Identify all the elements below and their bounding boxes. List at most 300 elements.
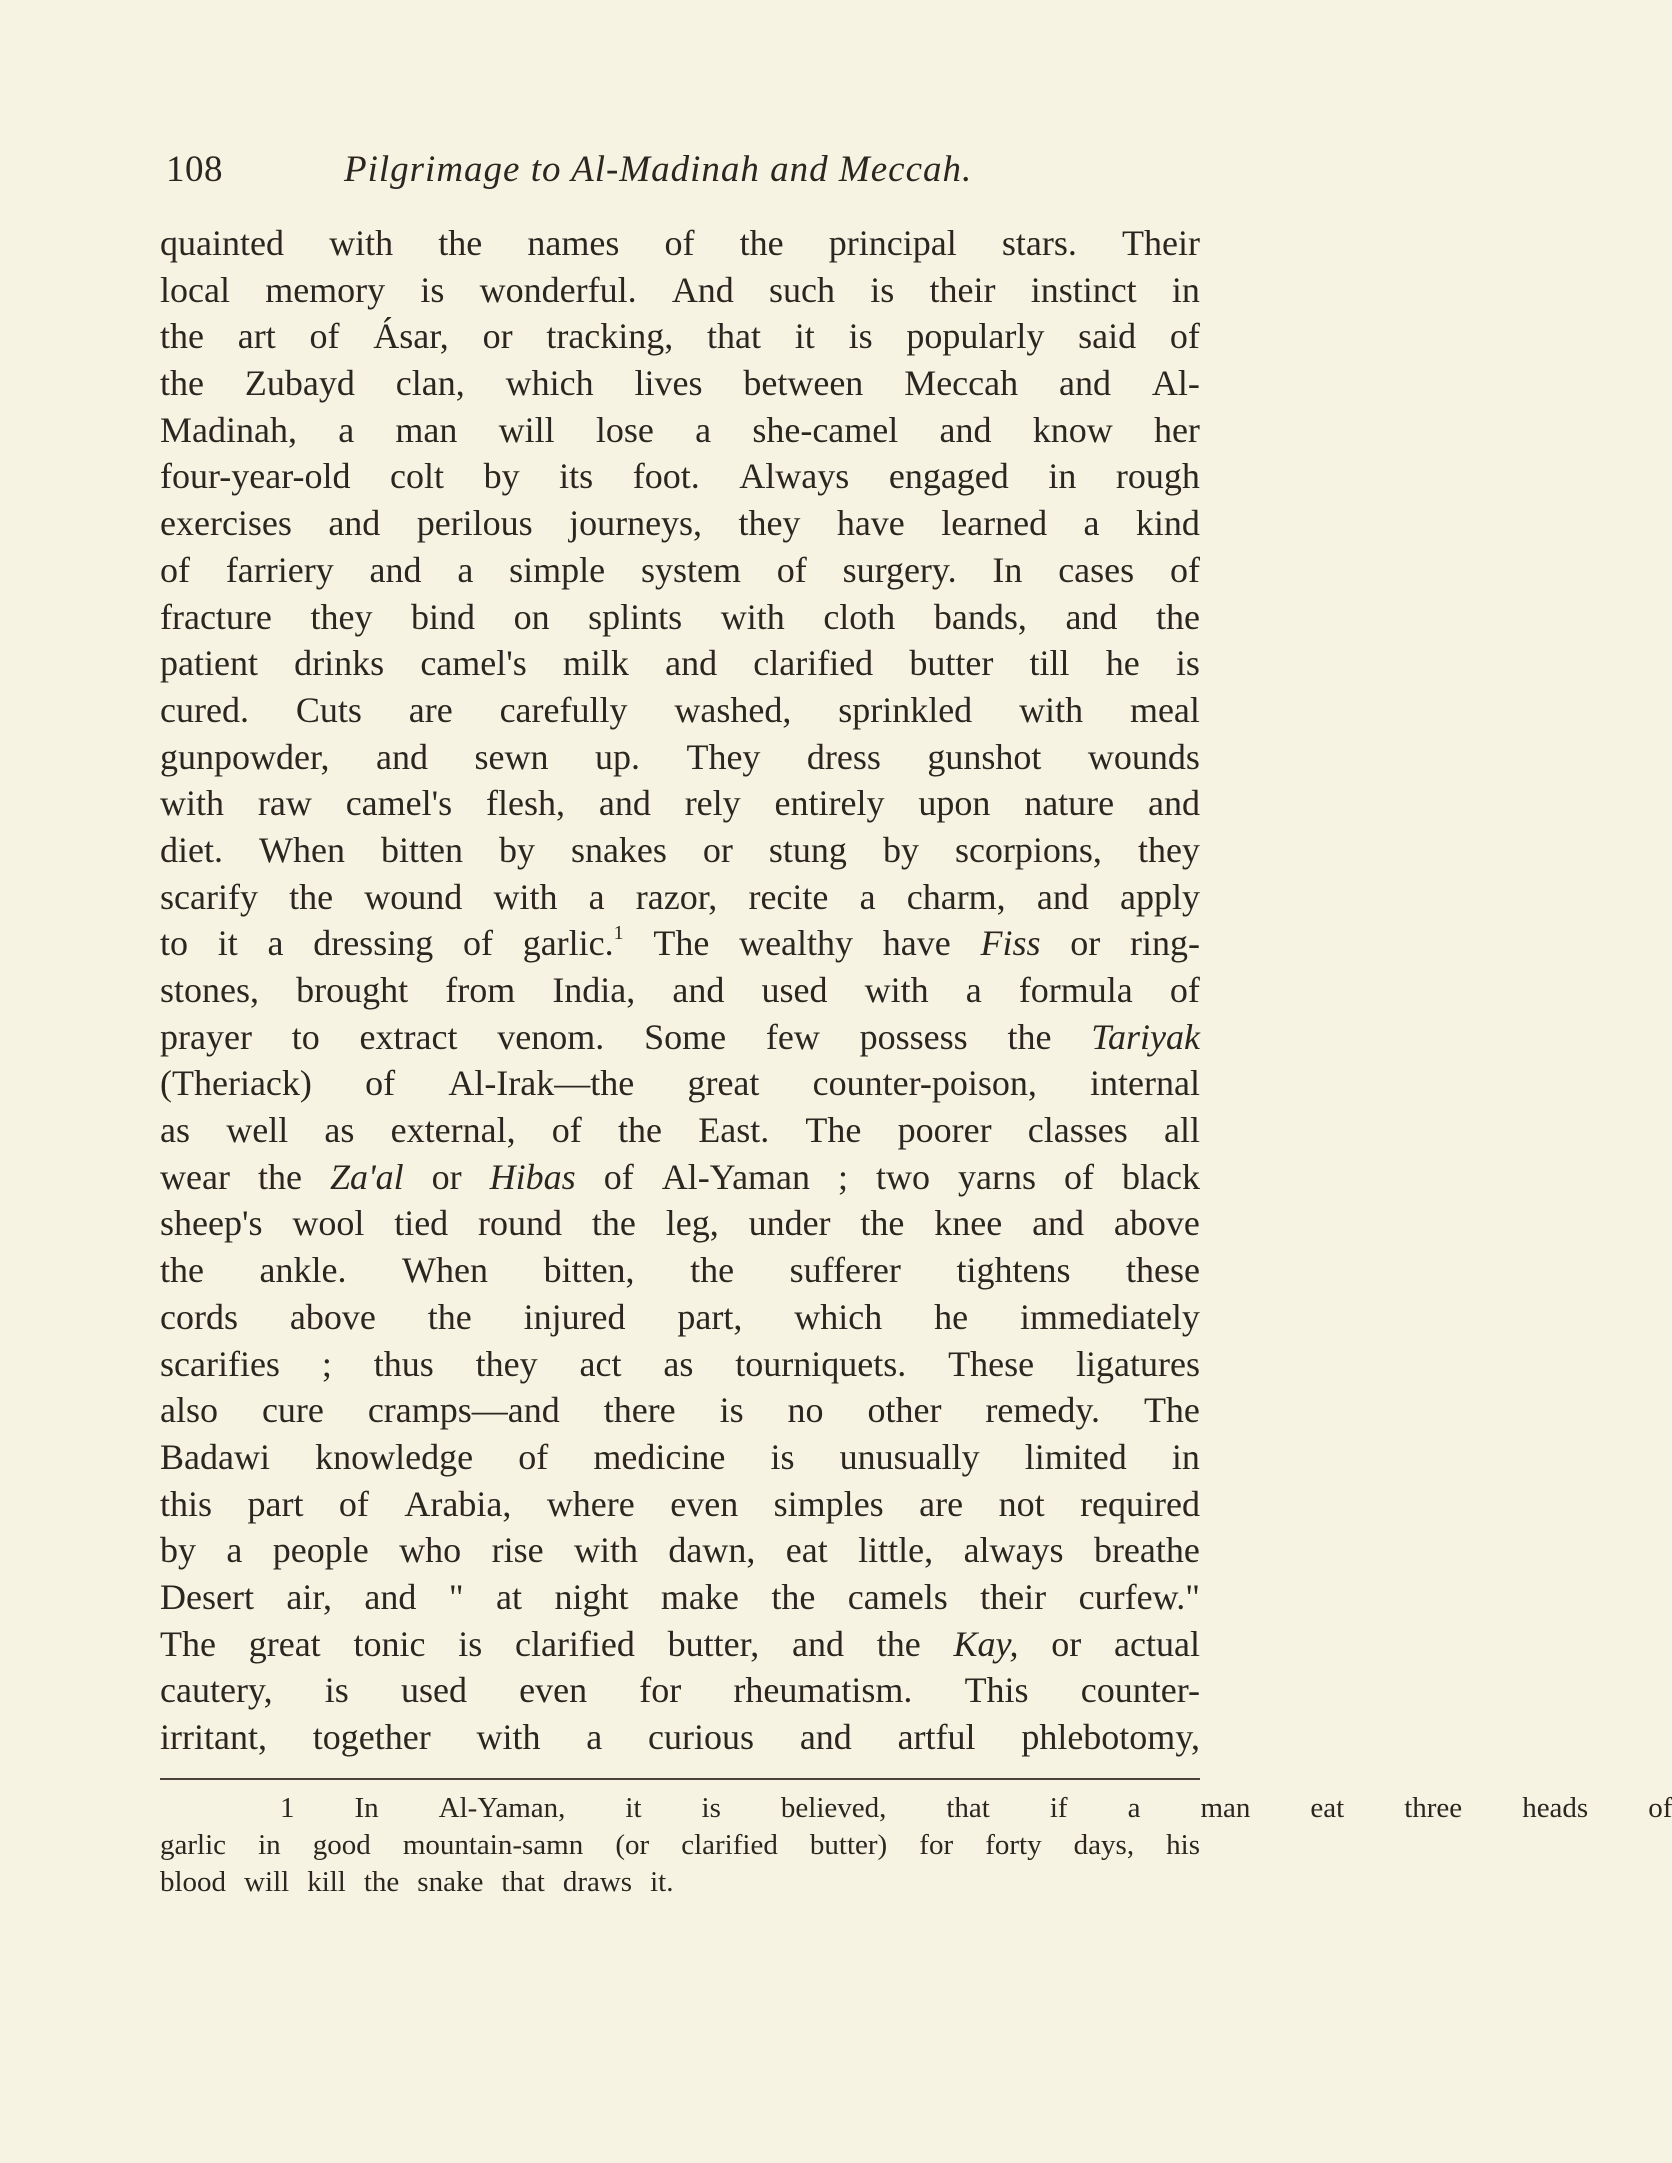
text-line <box>160 1527 1200 1574</box>
word-text: Badawi <box>160 1436 270 1477</box>
word-text: and <box>598 783 651 824</box>
text-line <box>160 547 1200 594</box>
body-text <box>160 220 1200 1761</box>
word-text: of <box>518 1436 549 1477</box>
word-text: of <box>1064 1156 1095 1197</box>
word <box>417 1864 492 1901</box>
word <box>934 1200 1002 1247</box>
word-text: of <box>338 1483 369 1524</box>
word-text: foot. <box>632 456 700 497</box>
word <box>898 1714 976 1761</box>
word-text: cloth <box>823 596 896 637</box>
word <box>428 1294 472 1341</box>
word-text: the <box>363 1866 400 1898</box>
word-text: make <box>660 1576 739 1617</box>
word <box>837 500 905 547</box>
word <box>1172 267 1200 314</box>
word <box>565 1790 641 1827</box>
word <box>499 407 555 454</box>
word <box>904 360 1018 407</box>
word-text: she-camel <box>752 409 899 450</box>
word-text: few <box>765 1016 820 1057</box>
word-text: bitten, <box>543 1250 635 1291</box>
word <box>449 1574 464 1621</box>
word-text: dressing <box>313 923 434 964</box>
word <box>739 453 849 500</box>
word <box>580 1341 622 1388</box>
footnote-marker[interactable]: 1 <box>613 922 624 945</box>
word-text: the <box>739 223 784 263</box>
word-text: art <box>237 316 276 357</box>
word <box>160 313 204 360</box>
word <box>160 547 190 594</box>
word <box>672 967 724 1014</box>
word-text: East. <box>698 1110 770 1151</box>
word-text: upon <box>918 783 991 824</box>
word <box>865 967 929 1014</box>
word-text: the <box>1155 596 1200 637</box>
word <box>687 1060 759 1107</box>
word <box>160 640 258 687</box>
word-text: journeys, <box>569 503 703 544</box>
text-line <box>160 687 1200 734</box>
word-text: splints <box>588 596 683 637</box>
word <box>160 1481 212 1528</box>
word <box>160 360 204 407</box>
word <box>338 407 354 454</box>
word-text: they <box>310 596 373 637</box>
word-text: and <box>1148 783 1200 824</box>
word-text: this <box>160 1483 213 1524</box>
word <box>721 594 785 641</box>
word <box>294 640 384 687</box>
word <box>309 313 339 360</box>
word-text: curfew." <box>1078 1576 1200 1617</box>
word <box>509 547 605 594</box>
word-text: the <box>771 1576 816 1617</box>
word <box>586 1714 602 1761</box>
word <box>1170 313 1200 360</box>
word-text: and <box>376 736 428 777</box>
word-text: stars. <box>1001 223 1077 263</box>
word <box>990 1790 1068 1827</box>
word <box>721 1790 886 1827</box>
word-text: kind <box>1135 503 1200 544</box>
word-text: of <box>1169 970 1200 1010</box>
word-text: meal <box>1129 689 1200 730</box>
word-text: leg, <box>665 1203 719 1244</box>
word-text: of <box>160 549 190 590</box>
word <box>483 313 513 360</box>
word <box>1588 1790 1672 1827</box>
footnote-line <box>160 1790 1672 1827</box>
text-line <box>160 1200 1200 1247</box>
word-text: Fiss <box>980 923 1041 964</box>
word-text: a <box>338 409 355 450</box>
word <box>1250 1790 1344 1827</box>
word <box>1106 640 1140 687</box>
word <box>604 1387 676 1434</box>
word-text: wounds <box>1087 736 1200 777</box>
word <box>1090 1060 1200 1107</box>
word-text: up. <box>594 736 640 777</box>
word-text: counter- <box>1080 1670 1200 1711</box>
text-line <box>160 1434 1200 1481</box>
word-text: and <box>665 643 718 684</box>
word <box>1152 360 1200 407</box>
word-text: other <box>867 1390 942 1431</box>
word-text: clarified <box>514 1623 635 1664</box>
word-text: knowledge <box>315 1436 474 1477</box>
word-text: wonderful. <box>479 269 637 310</box>
word-text: Al-Yaman <box>661 1156 811 1197</box>
word-text: tonic <box>353 1623 426 1664</box>
word-text: of <box>1648 1792 1672 1824</box>
word-text: recite <box>748 876 829 917</box>
word <box>490 1154 576 1201</box>
word-text: with <box>573 1530 638 1571</box>
word-text: of <box>309 316 340 357</box>
word <box>670 1481 738 1528</box>
word <box>527 220 619 267</box>
word <box>493 874 557 921</box>
word-text: Cuts <box>295 689 362 730</box>
word-text: drinks <box>294 643 385 684</box>
word <box>160 1714 267 1761</box>
word <box>160 500 292 547</box>
word <box>1166 1827 1200 1864</box>
word-text: is <box>1175 643 1200 684</box>
word <box>849 313 873 360</box>
word <box>777 547 807 594</box>
word-text: Their <box>1122 223 1200 263</box>
word <box>639 1667 681 1714</box>
word <box>260 1247 347 1294</box>
word <box>810 1827 887 1864</box>
word-text: these <box>1126 1250 1200 1291</box>
word <box>486 780 565 827</box>
word <box>749 1200 831 1247</box>
word <box>829 220 957 267</box>
word <box>339 1481 369 1528</box>
word <box>160 1247 204 1294</box>
word-text: or <box>1070 923 1101 964</box>
word <box>524 1294 626 1341</box>
word-text: from <box>445 970 516 1010</box>
word-text: When <box>402 1250 489 1291</box>
word-text: they <box>475 1343 538 1384</box>
word <box>927 734 1041 781</box>
word <box>665 640 717 687</box>
word <box>554 1574 628 1621</box>
word-text: garlic. <box>522 923 614 964</box>
word-text: of <box>776 549 807 590</box>
word-text: as <box>160 1110 190 1151</box>
word <box>999 1481 1045 1528</box>
word-text: it <box>217 923 238 964</box>
word <box>160 1434 270 1481</box>
word <box>411 594 475 641</box>
word <box>642 1790 721 1827</box>
word-text: yarns <box>958 1156 1037 1197</box>
word-text: scarify <box>160 876 258 917</box>
word-text: ligatures <box>1076 1343 1200 1384</box>
word-text: if <box>1049 1792 1068 1824</box>
word-text: eat <box>785 1530 828 1571</box>
word <box>1344 1790 1462 1827</box>
word-text: for <box>919 1829 954 1861</box>
word-text: sheep's <box>160 1203 263 1244</box>
word-text: he <box>934 1296 969 1337</box>
word-text: rheumatism. <box>733 1670 913 1711</box>
word <box>160 1014 252 1061</box>
word-text: act <box>579 1343 622 1384</box>
word <box>604 1154 634 1201</box>
word <box>457 547 473 594</box>
word-text: two <box>876 1156 931 1197</box>
word <box>160 1667 273 1714</box>
word-text: clarified <box>753 643 874 684</box>
word-text: ring- <box>1129 923 1200 964</box>
word-text: the <box>860 1203 905 1244</box>
word-text: a <box>226 1530 243 1571</box>
word <box>870 267 894 314</box>
word-text: clarified <box>681 1829 778 1861</box>
word <box>743 360 863 407</box>
word-text: thus <box>373 1343 434 1384</box>
word <box>883 827 919 874</box>
word-text: apply <box>1120 876 1200 917</box>
word-text: artful <box>897 1717 976 1757</box>
word-text: or <box>482 316 513 357</box>
word <box>1116 453 1200 500</box>
word-text: of <box>603 1156 634 1197</box>
word-text: or <box>431 1156 462 1197</box>
word <box>1076 1341 1200 1388</box>
word-text: rough <box>1115 456 1200 497</box>
footnote-line <box>160 1864 1200 1901</box>
word-text: it <box>794 316 815 357</box>
word-text: and <box>1059 363 1111 404</box>
word <box>160 687 249 734</box>
word <box>390 453 444 500</box>
word-text: When <box>258 829 345 870</box>
word-text: cases <box>1058 549 1135 590</box>
word <box>160 780 224 827</box>
text-line <box>160 220 1200 267</box>
word <box>569 500 702 547</box>
word-text: the <box>160 316 204 357</box>
word <box>1080 1481 1200 1528</box>
word <box>985 1387 1100 1434</box>
word-text: lives <box>634 363 703 404</box>
word-text: are <box>408 689 453 730</box>
word-text: black <box>1122 1156 1200 1197</box>
word-text: Always <box>739 456 850 497</box>
text-line <box>160 407 1200 454</box>
word <box>519 1667 587 1714</box>
word-text: with <box>160 783 225 824</box>
word <box>409 687 453 734</box>
word <box>733 1667 912 1714</box>
word <box>877 1621 921 1668</box>
word <box>707 313 761 360</box>
word-text: camel's <box>345 783 453 824</box>
word-text: draws <box>562 1866 633 1898</box>
word-text: is <box>420 269 445 310</box>
word <box>1130 920 1200 967</box>
word-text: the <box>690 1250 735 1291</box>
word <box>1070 920 1100 967</box>
word-text: the <box>876 1623 921 1664</box>
word-text: butter) <box>809 1829 888 1861</box>
text-line <box>160 920 1200 967</box>
word <box>596 407 654 454</box>
word-text: carefully <box>499 689 628 730</box>
word <box>364 1864 408 1901</box>
word <box>420 640 526 687</box>
word <box>160 1294 238 1341</box>
word <box>313 1827 371 1864</box>
word-text: is <box>870 269 895 310</box>
word-text: her <box>1153 409 1200 450</box>
word <box>286 1574 332 1621</box>
text-line <box>160 1714 1200 1761</box>
word <box>677 1294 742 1341</box>
word <box>615 1827 649 1864</box>
word-text: which <box>794 1296 883 1337</box>
word-text: heads <box>1522 1792 1589 1824</box>
word-text: Hibas <box>489 1156 576 1197</box>
word <box>898 1107 992 1154</box>
word-text: with <box>864 970 929 1010</box>
word <box>160 1154 230 1201</box>
word <box>593 1434 725 1481</box>
word-text: it. <box>650 1866 674 1898</box>
word-text: a <box>586 1717 603 1757</box>
word <box>307 1864 355 1901</box>
word <box>1170 967 1200 1014</box>
word-text: medicine <box>593 1436 726 1477</box>
word <box>1064 1154 1094 1201</box>
word-text: Za'al <box>329 1156 404 1197</box>
word-text: tourniquets. <box>735 1343 907 1384</box>
word <box>795 313 815 360</box>
word <box>1019 967 1133 1014</box>
text-line <box>160 1294 1200 1341</box>
word <box>1048 453 1076 500</box>
word <box>599 780 651 827</box>
word-text: till <box>1029 643 1070 684</box>
word-text: its <box>559 456 594 497</box>
word <box>394 1200 448 1247</box>
word <box>218 920 238 967</box>
word <box>292 1200 364 1247</box>
word-text: external, <box>390 1110 516 1151</box>
word <box>748 874 828 921</box>
word-text: by <box>160 1530 196 1571</box>
word-text: the <box>289 876 334 917</box>
word <box>595 734 640 781</box>
word-text: tied <box>394 1203 449 1244</box>
word <box>563 640 629 687</box>
word-text: wear <box>160 1156 230 1197</box>
word <box>663 1341 693 1388</box>
word <box>160 1621 216 1668</box>
word <box>289 874 333 921</box>
word-text: and <box>364 1576 417 1617</box>
word <box>1170 547 1200 594</box>
word <box>661 1574 739 1621</box>
word-text: rely <box>684 783 741 824</box>
word-text: in <box>1171 269 1200 310</box>
word-text: the <box>618 1110 662 1151</box>
word-text: a <box>1083 503 1100 544</box>
word-text: The <box>1143 1390 1200 1431</box>
word <box>1122 220 1200 267</box>
word-text: with <box>476 1717 541 1757</box>
word-text: poorer <box>897 1110 992 1151</box>
word-text: instinct <box>1030 269 1137 310</box>
word <box>420 267 444 314</box>
word <box>559 453 593 500</box>
word <box>325 1667 349 1714</box>
word <box>438 220 482 267</box>
word <box>1176 640 1200 687</box>
word-text: the <box>160 363 204 404</box>
word <box>794 1294 882 1341</box>
word-text: round <box>478 1203 563 1244</box>
word <box>238 313 276 360</box>
word <box>1114 1621 1200 1668</box>
word <box>940 407 992 454</box>
word-text: India, <box>552 970 636 1010</box>
footnote <box>160 1790 1672 1901</box>
word <box>788 1387 824 1434</box>
word-text: Kay, <box>953 1623 1019 1664</box>
word <box>644 1014 726 1061</box>
word <box>544 1247 635 1294</box>
word-text: Ásar, <box>373 316 449 357</box>
word <box>547 1481 635 1528</box>
word-text: principal <box>828 223 957 263</box>
word <box>1144 1387 1200 1434</box>
word <box>1028 1107 1128 1154</box>
word-text: the <box>160 1250 204 1291</box>
word-text: bands, <box>933 596 1027 637</box>
word-text: his <box>1166 1829 1200 1861</box>
word <box>807 734 881 781</box>
word-text: Some <box>644 1016 727 1057</box>
word-text: that <box>501 1866 545 1898</box>
word-text: above <box>1113 1203 1200 1244</box>
word <box>365 1060 395 1107</box>
word <box>876 1154 930 1201</box>
word-text: between <box>743 363 864 404</box>
word <box>330 1154 404 1201</box>
word-text: ; <box>321 1343 332 1384</box>
text-line <box>160 1060 1200 1107</box>
word <box>249 1621 321 1668</box>
word-text: names <box>527 223 620 263</box>
text-line <box>160 1481 1200 1528</box>
word <box>858 1527 933 1574</box>
word <box>786 1527 828 1574</box>
word <box>739 920 853 967</box>
word-text: entirely <box>774 783 885 824</box>
word-text: washed, <box>674 689 792 730</box>
word-text: remedy. <box>985 1390 1100 1431</box>
